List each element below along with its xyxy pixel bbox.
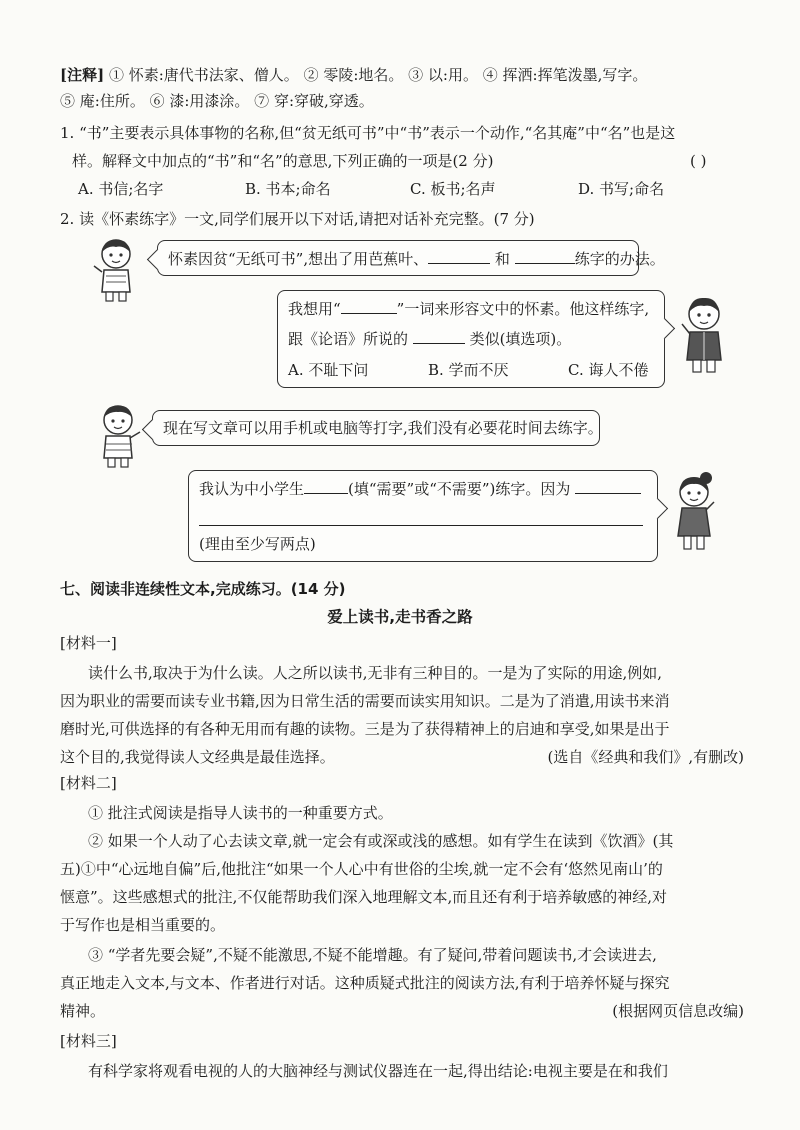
bubble-2-line-1 [288, 297, 649, 320]
material-1-line-4: 这个目的,我觉得读人文经典是最佳选择。 [60, 748, 335, 766]
material-2-para-2-line-4: 于写作也是相当重要的。 [60, 916, 226, 934]
passage-title: 爱上读书,走书香之路 [327, 608, 473, 626]
blank-6[interactable] [575, 477, 641, 494]
bubble-1-part-c: 练字的办法。 [574, 250, 665, 268]
bubble-4-line-1 [199, 477, 641, 500]
q1-option-a[interactable]: A. 书信;名字 [78, 180, 164, 198]
material-1-line-2: 因为职业的需要而读专业书籍,因为日常生活的需要而读实用知识。二是为了消遣,用读书来消 [60, 692, 670, 710]
material-2-para-3-line-2: 真正地走入文本,与文本、作者进行对话。这种质疑式批注的阅读方法,有利于培养怀疑与探究 [60, 974, 670, 992]
bubble-4-line-3: (理由至少写两点) [199, 535, 316, 553]
material-2-para-1: ① 批注式阅读是指导人读书的一种重要方式。 [88, 804, 393, 822]
boy-illustration-2 [676, 294, 732, 374]
material-1-line-1: 读什么书,取决于为什么读。人之所以读书,无非有三种目的。一是为了实际的用途,例如, [88, 664, 663, 682]
bubble-2-part-c: 跟《论语》所说的 [288, 330, 409, 348]
bubble-2-option-b[interactable]: B. 学而不厌 [428, 361, 509, 379]
dialogue-bubble-4 [188, 470, 658, 562]
q1-option-b[interactable]: B. 书本;命名 [245, 180, 331, 198]
material-3-label: [材料三] [60, 1032, 117, 1050]
dialogue-bubble-2 [277, 290, 665, 388]
q2-title: 2. 读《怀素练字》一文,同学们展开以下对话,请把对话补充完整。(7 分) [60, 210, 535, 228]
material-1-source: (选自《经典和我们》,有删改) [547, 748, 744, 766]
q1-option-d[interactable]: D. 书写;命名 [578, 180, 665, 198]
blank-1[interactable] [428, 247, 490, 264]
bubble-2-part-d: 类似(填选项)。 [469, 330, 572, 348]
notes-label: [注释] [60, 66, 105, 84]
bubble-2-option-a[interactable]: A. 不耻下问 [288, 361, 369, 379]
blank-3[interactable] [341, 297, 397, 314]
bubble-3-text: 现在写文章可以用手机或电脑等打字,我们没有必要花时间去练字。 [163, 419, 603, 437]
notes-items-1: ① 怀素:唐代书法家、僧人。 ② 零陵:地名。 ③ 以:用。 ④ 挥洒:挥笔泼墨,写字。 [108, 66, 648, 84]
bubble-4-part-b: (填“需要”或“不需要”)练字。因为 [348, 480, 571, 498]
bubble-2-part-b: ”一词来形容文中的怀素。他这样练字, [396, 300, 650, 318]
q1-stem-2: 样。解释文中加点的“书”和“名”的意思,下列正确的一项是(2 分) [72, 152, 494, 170]
blank-4[interactable] [413, 327, 465, 344]
bubble-1-part-a: 怀素因贫“无纸可书”,想出了用芭蕉叶、 [168, 250, 429, 268]
notes-line-1 [60, 64, 647, 86]
notes-line-2: ⑤ 庵:住所。 ⑥ 漆:用漆涂。 ⑦ 穿:穿破,穿透。 [60, 92, 374, 110]
section-7-heading: 七、阅读非连续性文本,完成练习。(14 分) [60, 580, 346, 598]
girl-illustration [668, 470, 720, 552]
blank-2[interactable] [515, 247, 575, 264]
boy-illustration-3 [92, 402, 144, 468]
material-3-line-1: 有科学家将观看电视的人的大脑神经与测试仪器连在一起,得出结论:电视主要是在和我们 [88, 1062, 668, 1080]
material-2-para-2-line-1: ② 如果一个人动了心去读文章,就一定会有或深或浅的感想。如有学生在读到《饮酒》(其 [88, 832, 674, 850]
q1-stem-1: 1. “书”主要表示具体事物的名称,但“贫无纸可书”中“书”表示一个动作,“名其庵”中“名”也是这 [60, 124, 676, 142]
blank-5[interactable] [304, 477, 348, 494]
bubble-4-part-a: 我认为中小学生 [199, 480, 305, 498]
bubble-2-option-c[interactable]: C. 诲人不倦 [568, 361, 649, 379]
material-2-source: (根据网页信息改编) [612, 1002, 744, 1020]
material-2-label: [材料二] [60, 774, 117, 792]
material-2-para-3-line-1: ③ “学者先要会疑”,不疑不能激思,不疑不能增趣。有了疑问,带着问题读书,才会读进去, [88, 946, 657, 964]
dialogue-bubble-1 [157, 240, 665, 276]
bubble-1-part-b: 和 [494, 250, 510, 268]
boy-illustration-1 [90, 236, 142, 302]
bubble-2-part-a: 我想用“ [288, 300, 341, 318]
material-2-para-3-line-3: 精神。 [60, 1002, 106, 1020]
blank-7[interactable] [199, 509, 643, 526]
material-1-line-3: 磨时光,可供选择的有各种无用而有趣的读物。三是为了获得精神上的启迪和享受,如果是出于 [60, 720, 670, 738]
material-2-para-2-line-2: 五)①中“心远地自偏”后,他批注“如果一个人心中有世俗的尘埃,就一定不会有‘悠然见南山’的 [60, 860, 663, 878]
bubble-1-text [168, 247, 665, 270]
material-1-label: [材料一] [60, 634, 117, 652]
material-2-para-2-line-3: 惬意”。这些感想式的批注,不仅能帮助我们深入地理解文本,而且还有利于培养敏感的神经,对 [60, 888, 667, 906]
dialogue-bubble-3 [152, 410, 603, 446]
bubble-2-line-2 [288, 327, 571, 350]
q1-answer-paren[interactable]: ( ) [690, 152, 707, 170]
q1-option-c[interactable]: C. 板书;名声 [410, 180, 496, 198]
